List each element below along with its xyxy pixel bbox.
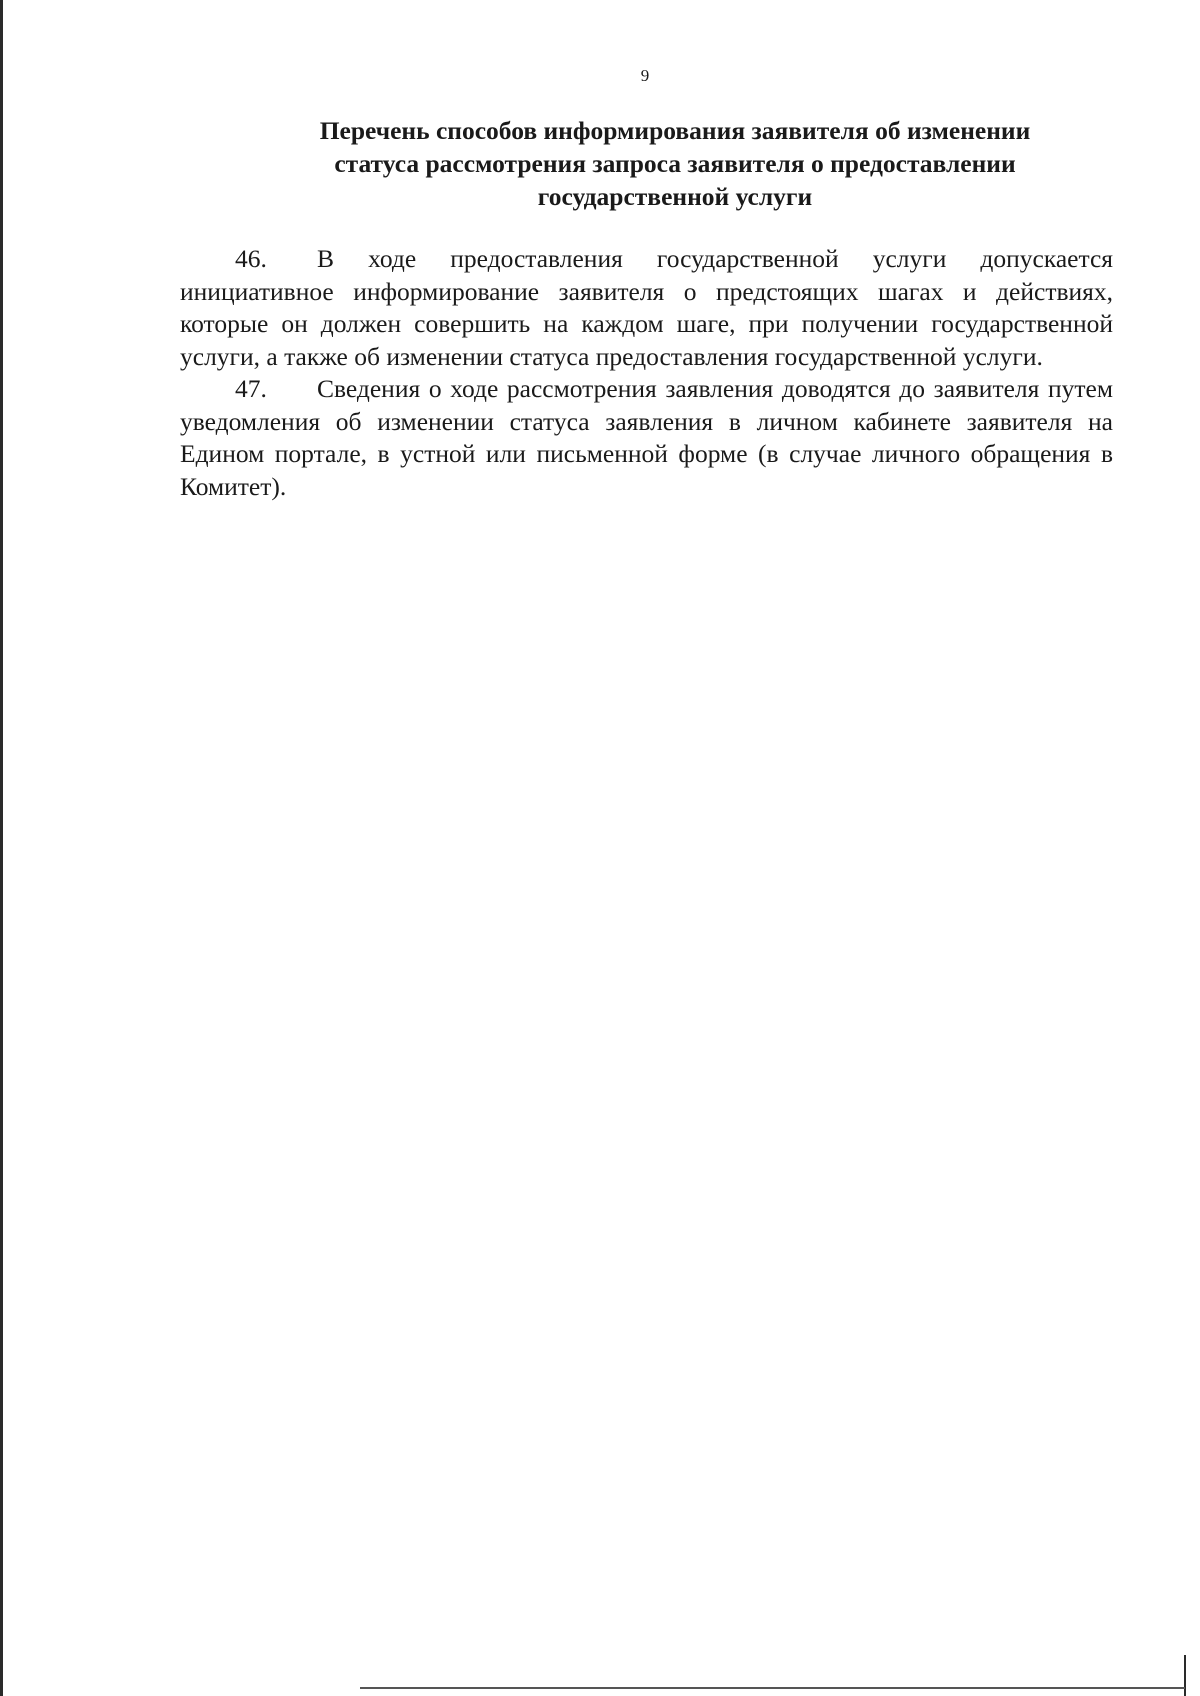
paragraph-number: 47. bbox=[235, 374, 267, 403]
section-title-line: государственной услуги bbox=[537, 182, 813, 211]
section-title bbox=[275, 114, 1075, 213]
scan-edge-left bbox=[0, 0, 3, 1696]
section-title-line: статуса рассмотрения запроса заявителя о предоставлении bbox=[334, 149, 1016, 178]
paragraph-number: 46. bbox=[235, 244, 267, 273]
paragraph-47 bbox=[180, 373, 1113, 503]
paragraph-text: В ходе предоставления государственной услуги допускается инициативное информирование заявителя о предстоящих шагах и действиях, которые он должен совершить на каждом шаге, при получении государственной услуги, а также об изменении статуса предоставления государственной услуги. bbox=[180, 244, 1113, 371]
paragraph-46 bbox=[180, 243, 1113, 373]
section-title-line: Перечень способов информирования заявителя об изменении bbox=[319, 116, 1031, 145]
paragraph-text: Сведения о ходе рассмотрения заявления доводятся до заявителя путем уведомления об изменении статуса заявления в личном кабинете заявителя на Едином портале, в устной или письменной форме (в случае личного обращения в Комитет). bbox=[180, 374, 1113, 501]
scan-line-bottom bbox=[360, 1687, 1185, 1689]
body-text bbox=[180, 243, 1113, 503]
scan-edge-right bbox=[1184, 1655, 1186, 1696]
page-number: 9 bbox=[640, 66, 650, 85]
